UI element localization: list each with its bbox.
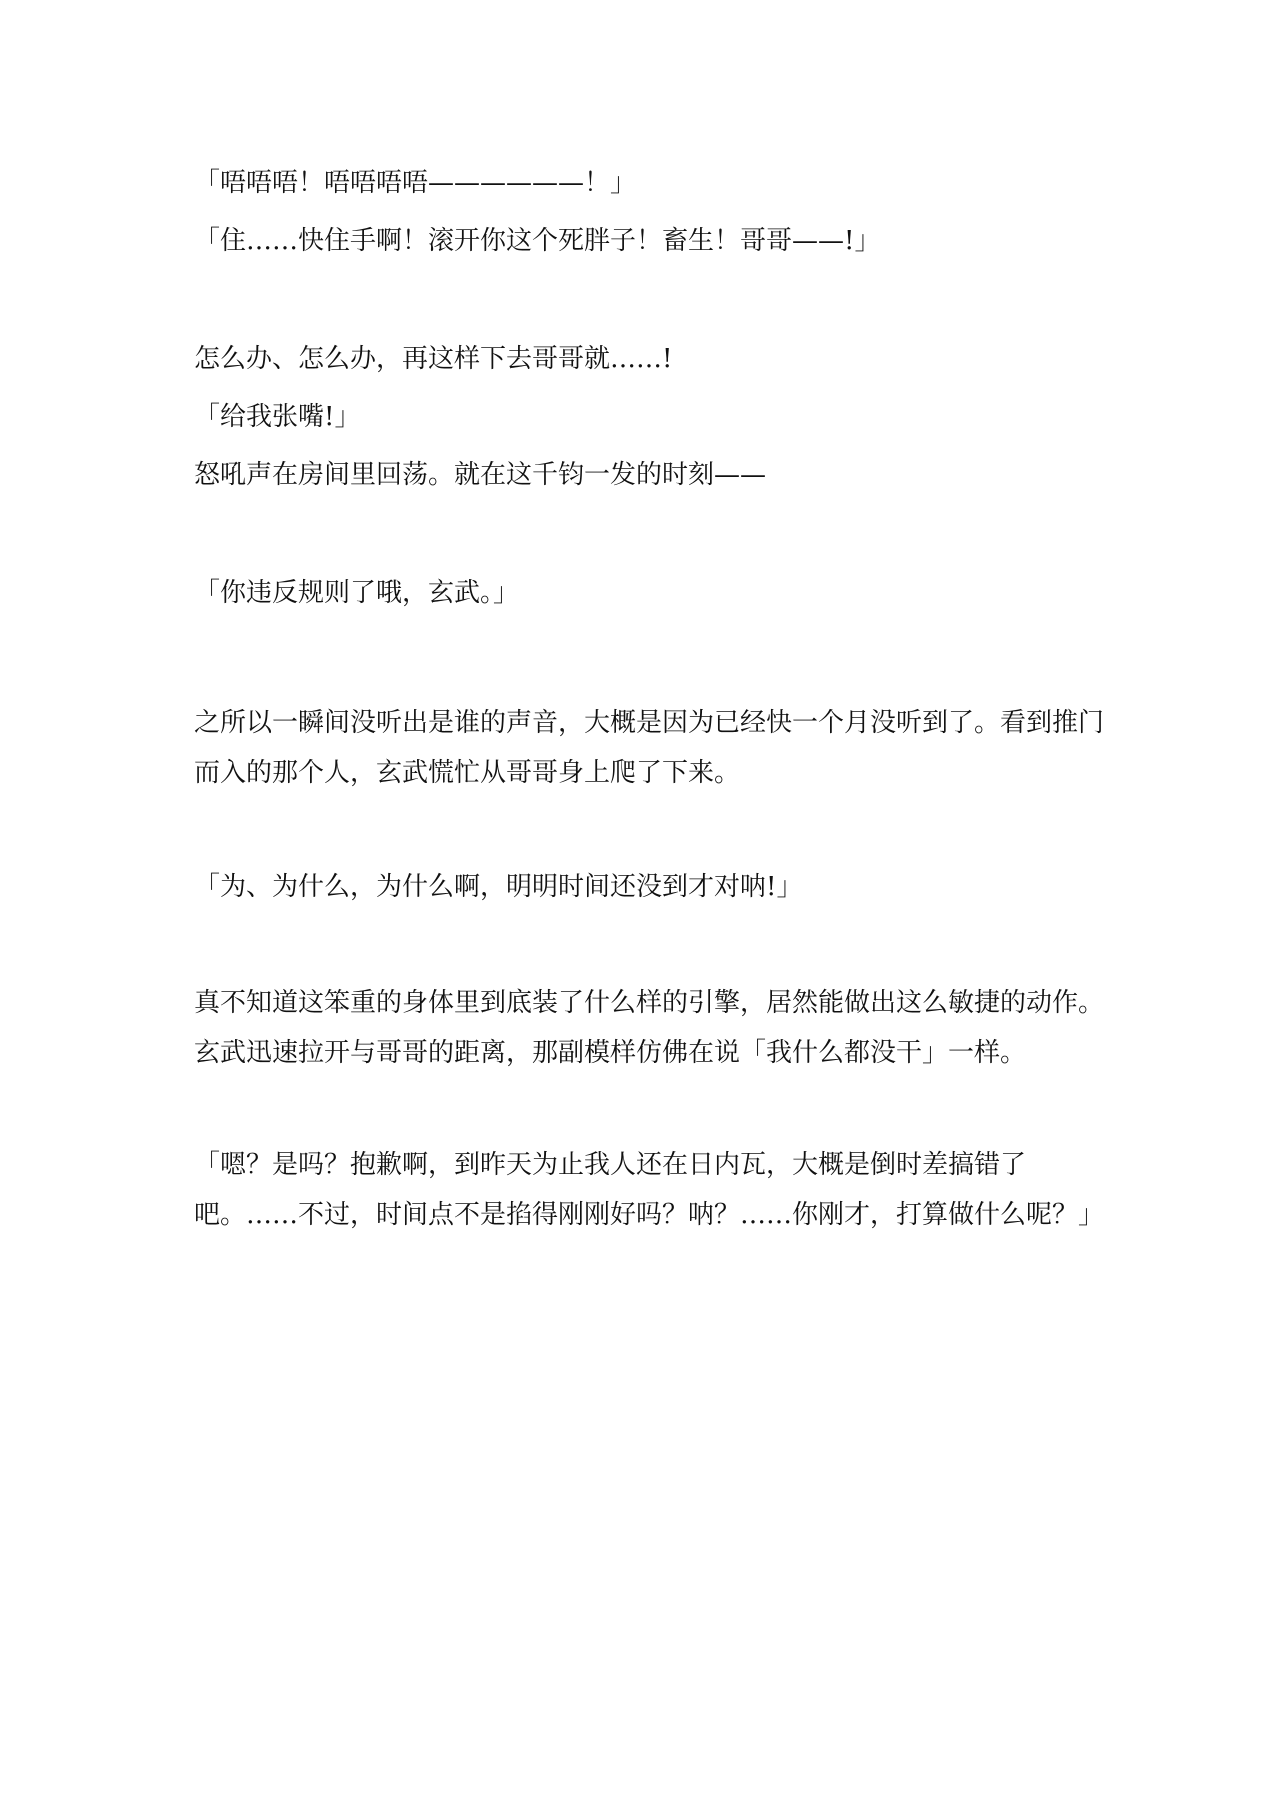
dialogue-line-1: 「唔唔唔！唔唔唔唔——————！」 (194, 168, 637, 198)
dialogue-line-4: 「你违反规则了哦，玄武。」 (194, 578, 520, 608)
dialogue-paragraph-6: 「嗯？是吗？抱歉啊，到昨天为止我人还在日内瓦，大概是倒时差搞错了吧。……不过，时间点不是掐得刚刚好吗？呐？……你刚才，打算做什么呢？」 (194, 1150, 1105, 1230)
narration-paragraph-1: 之所以一瞬间没听出是谁的声音，大概是因为已经快一个月没听到了。看到推门而入的那个人，玄武慌忙从哥哥身上爬了下来。 (194, 708, 1105, 788)
dialogue-line-3: 「给我张嘴!」 (194, 402, 361, 432)
narration-paragraph-2: 真不知道这笨重的身体里到底装了什么样的引擎，居然能做出这么敏捷的动作。玄武迅速拉开与哥哥的距离，那副模样仿佛在说「我什么都没干」一样。 (194, 988, 1105, 1068)
dialogue-line-2: 「住……快住手啊！滚开你这个死胖子！畜生！哥哥——!」 (194, 226, 881, 256)
narration-line-1: 怎么办、怎么办，再这样下去哥哥就……! (194, 344, 673, 374)
dialogue-line-5: 「为、为什么，为什么啊，明明时间还没到才对呐!」 (194, 872, 803, 902)
narration-line-2: 怒吼声在房间里回荡。就在这千钧一发的时刻—— (194, 460, 767, 490)
